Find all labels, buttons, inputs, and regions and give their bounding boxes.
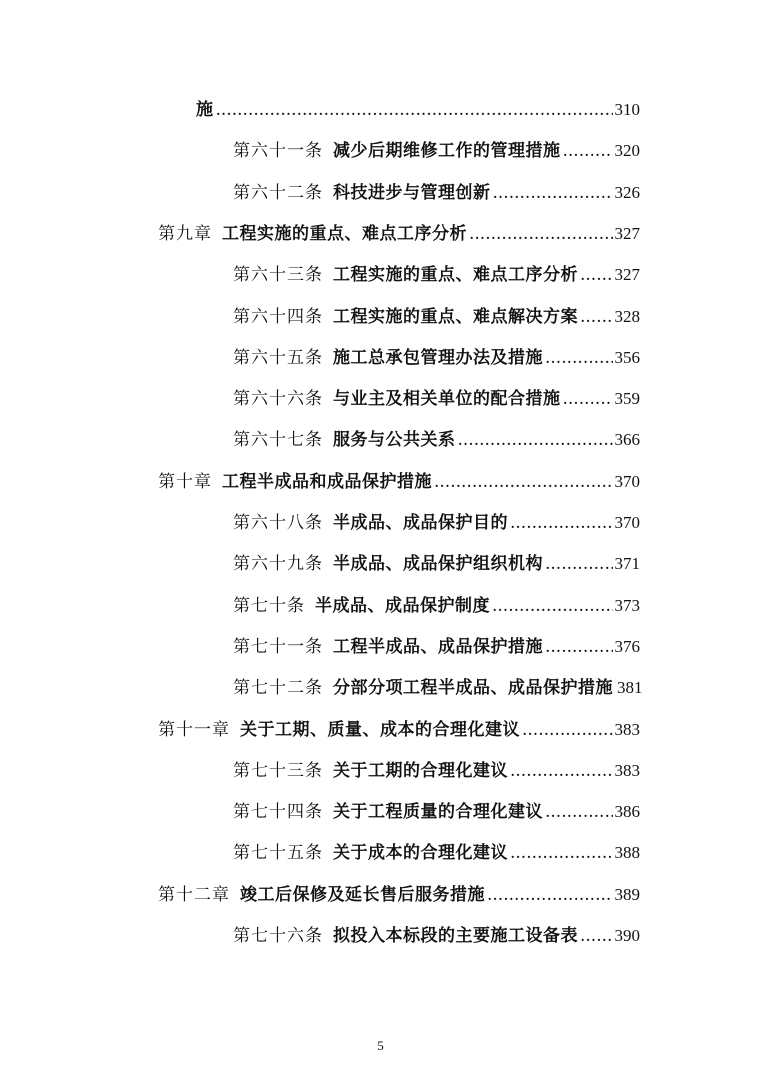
toc-entry[interactable] [233, 635, 640, 659]
toc-leader-dots [563, 387, 613, 411]
toc-entry[interactable] [233, 387, 640, 411]
toc-entry-number: 第七十五条 [233, 843, 323, 864]
toc-entry[interactable] [233, 676, 643, 700]
toc-entry-number: 第十一章 [158, 719, 230, 740]
toc-entry[interactable] [233, 800, 640, 824]
toc-entry-page: 390 [614, 926, 640, 945]
toc-leader-dots [458, 428, 613, 452]
toc-entry[interactable] [158, 470, 640, 494]
toc-entry-page: 366 [614, 430, 640, 450]
toc-entry-title: 服务与公共关系 [333, 430, 456, 451]
toc-entry-number: 第十二章 [158, 884, 230, 905]
toc-entry[interactable] [158, 222, 640, 246]
toc-entry-number: 第六十九条 [233, 554, 323, 575]
toc-entry-number: 第七十四条 [233, 802, 323, 823]
toc-entry-page: 370 [614, 513, 640, 532]
toc-entry[interactable] [158, 718, 640, 742]
toc-entry-page: 326 [614, 182, 640, 202]
toc-leader-dots [510, 759, 613, 783]
toc-leader-dots [545, 635, 613, 659]
toc-entry-page: 310 [614, 100, 640, 119]
toc-entry-page: 359 [614, 389, 640, 409]
toc-leader-dots [580, 924, 613, 948]
toc-entry-number: 第七十一条 [233, 636, 323, 657]
toc-entry-page: 371 [614, 554, 640, 574]
toc-leader-dots [434, 470, 613, 494]
toc-entry[interactable] [233, 346, 640, 370]
toc-entry[interactable] [233, 305, 640, 329]
toc-entry-title: 施工总承包管理办法及措施 [333, 347, 543, 368]
toc-entry-number: 第六十四条 [233, 306, 323, 327]
toc-entry-title: 工程半成品、成品保护措施 [333, 636, 543, 657]
toc-entry-title: 施 [196, 100, 214, 120]
toc-entry-page: 381 [617, 678, 643, 698]
toc-entry-title: 半成品、成品保护组织机构 [333, 554, 543, 575]
toc-leader-dots [469, 222, 613, 246]
toc-entry-number: 第六十七条 [233, 430, 323, 451]
toc-leader-dots [563, 139, 613, 163]
toc-entry-title: 半成品、成品保护目的 [333, 513, 508, 533]
toc-entry-number: 第七十三条 [233, 760, 323, 781]
toc-entry-number: 第七十二条 [233, 678, 323, 699]
toc-entry-number: 第十章 [158, 471, 212, 492]
toc-entry[interactable] [233, 263, 640, 287]
toc-leader-dots [522, 718, 613, 742]
toc-leader-dots [545, 346, 613, 370]
toc-entry-page: 320 [614, 141, 640, 161]
toc-entry-title: 工程实施的重点、难点解决方案 [333, 306, 578, 327]
toc-entry-page: 356 [614, 347, 640, 367]
toc-entry[interactable] [233, 759, 640, 783]
toc-entry-number: 第六十六条 [233, 389, 323, 410]
toc-entry-title: 工程半成品和成品保护措施 [222, 471, 432, 492]
toc-entry[interactable] [233, 139, 640, 163]
toc-entry-title: 关于成本的合理化建议 [333, 843, 508, 864]
toc-entry[interactable] [233, 552, 640, 576]
toc-entry-page: 383 [614, 719, 640, 739]
page-number: 5 [377, 1038, 384, 1053]
toc-entry-page: 327 [614, 265, 640, 285]
toc-entry-number: 第九章 [158, 223, 212, 244]
toc-leader-dots [510, 841, 613, 865]
toc-entry[interactable] [196, 98, 640, 122]
toc-entry-title: 拟投入本标段的主要施工设备表 [333, 926, 578, 946]
toc-entry[interactable] [233, 594, 640, 618]
toc-entry-number: 第六十八条 [233, 513, 323, 533]
toc-entry-page: 328 [614, 306, 640, 326]
toc-entry-page: 327 [614, 223, 640, 243]
toc-entry[interactable] [233, 181, 640, 205]
toc-entry-page: 370 [614, 471, 640, 491]
toc-entry-number: 第六十二条 [233, 182, 323, 203]
toc-leader-dots [216, 98, 613, 122]
toc-entry-number: 第七十六条 [233, 926, 323, 946]
toc-entry-number: 第七十条 [233, 595, 305, 616]
toc-leader-dots [492, 594, 613, 618]
toc-entry-title: 竣工后保修及延长售后服务措施 [240, 884, 485, 905]
toc-leader-dots [580, 305, 613, 329]
toc-entry-page: 389 [614, 884, 640, 904]
toc-entry-title: 减少后期维修工作的管理措施 [333, 141, 561, 162]
toc-entry-page: 386 [614, 802, 640, 822]
toc-entry[interactable] [233, 511, 640, 535]
toc-entry-page: 373 [614, 595, 640, 615]
toc-leader-dots [545, 552, 613, 576]
toc-entry-title: 关于工程质量的合理化建议 [333, 802, 543, 823]
toc-leader-dots [580, 263, 613, 287]
toc-entry-title: 半成品、成品保护制度 [315, 595, 490, 616]
toc-entry[interactable] [233, 841, 640, 865]
toc-leader-dots [545, 800, 613, 824]
toc-entry-number: 第六十三条 [233, 265, 323, 286]
toc-leader-dots [487, 883, 613, 907]
toc-entry[interactable] [233, 428, 640, 452]
toc-entry-title: 科技进步与管理创新 [333, 182, 491, 203]
toc-entry-page: 388 [614, 843, 640, 863]
toc-entry-title: 工程实施的重点、难点工序分析 [222, 223, 467, 244]
toc-leader-dots [510, 511, 613, 535]
toc-entry-title: 工程实施的重点、难点工序分析 [333, 265, 578, 286]
toc-entry-page: 383 [614, 760, 640, 780]
toc-entry[interactable] [158, 883, 640, 907]
toc-entry-title: 与业主及相关单位的配合措施 [333, 389, 561, 410]
toc-entry-page: 376 [614, 636, 640, 656]
toc-entry-number: 第六十五条 [233, 347, 323, 368]
toc-leader-dots [493, 181, 613, 205]
toc-entry-number: 第六十一条 [233, 141, 323, 162]
toc-entry-title: 分部分项工程半成品、成品保护措施 [333, 678, 613, 699]
toc-entry[interactable] [233, 924, 640, 948]
toc-entry-title: 关于工期的合理化建议 [333, 760, 508, 781]
toc-entry-title: 关于工期、质量、成本的合理化建议 [240, 719, 520, 740]
